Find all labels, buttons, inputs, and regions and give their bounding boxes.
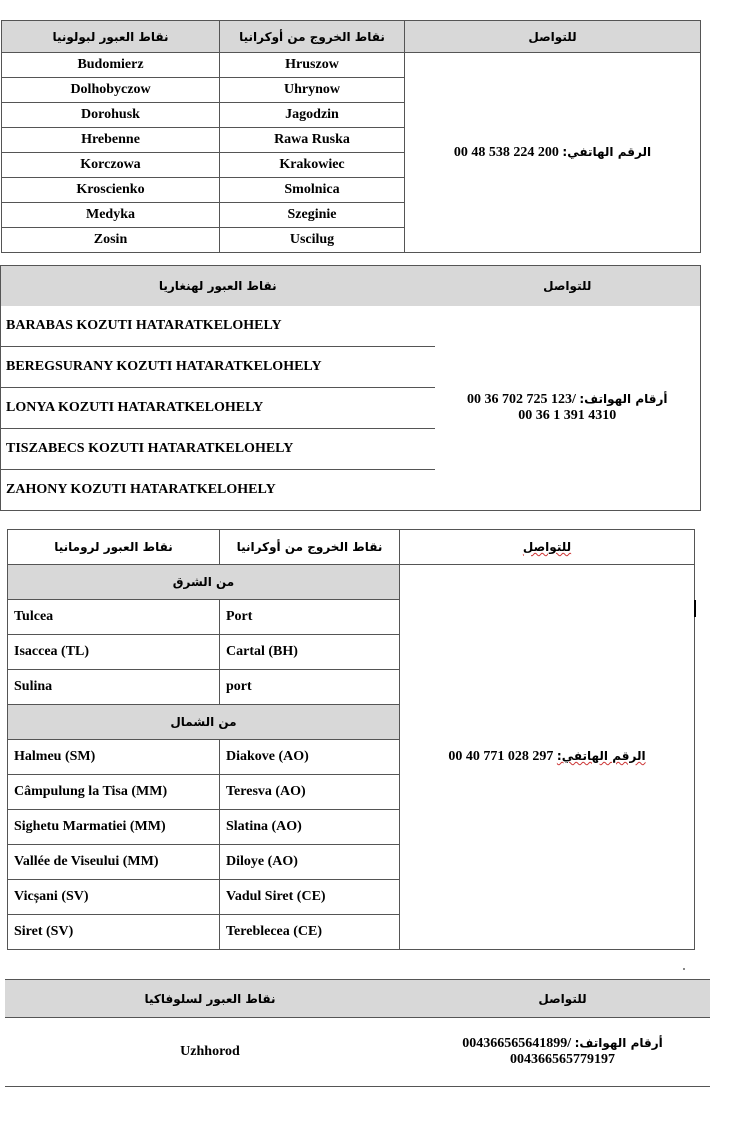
stray-dot	[683, 968, 685, 970]
slovakia-contact-cell	[415, 1018, 710, 1087]
romania-exit-cell: port	[220, 670, 400, 705]
poland-exit-cell: Smolnica	[220, 178, 405, 203]
romania-contact-label: الرقم الهاتفي:	[556, 749, 646, 763]
hungary-contact-label: أرقام الهواتف:	[579, 392, 668, 406]
hungary-entry-header: نقاط العبور لهنغاريا	[1, 266, 435, 307]
poland-entry-cell: Kroscienko	[2, 178, 220, 203]
poland-contact-cell	[405, 53, 701, 253]
romania-east-section: من الشرق	[8, 565, 400, 600]
romania-entry-cell: Siret (SV)	[8, 915, 220, 950]
hungary-contact-phone-1: 00 36 702 725 123/	[466, 392, 576, 407]
poland-contact-label: الرقم الهاتفي:	[562, 144, 652, 159]
poland-exit-cell: Rawa Ruska	[220, 128, 405, 153]
romania-contact-phone: 00 40 771 028 297	[448, 749, 554, 764]
romania-entry-cell: Halmeu (SM)	[8, 740, 220, 775]
poland-entry-cell: Dorohusk	[2, 103, 220, 128]
poland-contact-phone: 00 48 538 224 200	[453, 144, 559, 160]
table-row	[2, 53, 701, 78]
poland-entry-cell: Budomierz	[2, 53, 220, 78]
hungary-contact-header: للتواصل	[435, 266, 701, 307]
romania-contact-cell	[400, 565, 695, 950]
romania-exit-header: نقاط الخروج من أوكرانيا	[220, 530, 400, 565]
poland-exit-cell: Szeginie	[220, 203, 405, 228]
romania-exit-cell: Tereblecea (CE)	[220, 915, 400, 950]
romania-exit-cell: Diakove (AO)	[220, 740, 400, 775]
romania-contact-header-text: للتواصل	[522, 540, 572, 554]
romania-exit-cell: Port	[220, 600, 400, 635]
poland-exit-header: نقاط الخروج من أوكرانيا	[220, 21, 405, 53]
romania-entry-cell: Sulina	[8, 670, 220, 705]
hungary-entry-cell: ZAHONY KOZUTI HATARATKELOHELY	[6, 482, 276, 497]
hungary-entry-cell: BARABAS KOZUTI HATARATKELOHELY	[1, 306, 435, 347]
romania-exit-cell: Teresva (AO)	[220, 775, 400, 810]
slovakia-contact-phone-1: 004366565641899/	[462, 1036, 572, 1051]
slovakia-contact-header: للتواصل	[415, 980, 710, 1018]
text-cursor	[694, 600, 696, 617]
slovakia-entry-header: نقاط العبور لسلوفاكيا	[5, 980, 415, 1018]
poland-entry-cell: Zosin	[2, 228, 220, 253]
hungary-contact-phone-2: 00 36 1 391 4310	[518, 408, 617, 423]
poland-contact-header: للتواصل	[405, 21, 701, 53]
poland-crossings-table	[1, 20, 701, 253]
romania-entry-cell: Isaccea (TL)	[8, 635, 220, 670]
romania-entry-cell: Vallée de Viseului (MM)	[8, 845, 220, 880]
poland-exit-cell: Jagodzin	[220, 103, 405, 128]
poland-exit-cell: Uscilug	[220, 228, 405, 253]
romania-crossings-table	[7, 529, 695, 950]
romania-contact-header	[400, 530, 695, 565]
romania-exit-cell: Vadul Siret (CE)	[220, 880, 400, 915]
hungary-crossings-table	[0, 265, 701, 511]
poland-exit-cell: Uhrynow	[220, 78, 405, 103]
hungary-entry-cell: LONYA KOZUTI HATARATKELOHELY	[1, 388, 435, 429]
table-row	[5, 1018, 710, 1087]
romania-entry-cell: Vicșani (SV)	[8, 880, 220, 915]
poland-exit-cell: Hruszow	[220, 53, 405, 78]
hungary-contact-cell	[435, 306, 701, 511]
romania-exit-cell: Cartal (BH)	[220, 635, 400, 670]
romania-exit-cell: Slatina (AO)	[220, 810, 400, 845]
romania-entry-cell: Câmpulung la Tisa (MM)	[8, 775, 220, 810]
slovakia-crossings-table	[5, 979, 710, 1087]
romania-exit-cell: Diloye (AO)	[220, 845, 400, 880]
slovakia-contact-label: أرقام الهواتف:	[574, 1036, 663, 1050]
poland-entry-cell: Korczowa	[2, 153, 220, 178]
romania-entry-cell: Tulcea	[8, 600, 220, 635]
poland-exit-cell: Krakowiec	[220, 153, 405, 178]
poland-entry-cell: Dolhobyczow	[2, 78, 220, 103]
slovakia-contact-phone-2: 004366565779197	[510, 1052, 615, 1067]
hungary-entry-cell: TISZABECS KOZUTI HATARATKELOHELY	[1, 429, 435, 470]
slovakia-entry-cell: Uzhhorod	[5, 1018, 415, 1087]
table-row	[1, 306, 701, 347]
poland-entry-cell: Medyka	[2, 203, 220, 228]
romania-north-section: من الشمال	[8, 705, 400, 740]
romania-entry-header: نقاط العبور لرومانيا	[8, 530, 220, 565]
poland-entry-cell: Hrebenne	[2, 128, 220, 153]
poland-entry-header: نقاط العبور لبولونيا	[2, 21, 220, 53]
romania-entry-cell: Sighetu Marmatiei (MM)	[8, 810, 220, 845]
hungary-entry-cell: BEREGSURANY KOZUTI HATARATKELOHELY	[1, 347, 435, 388]
